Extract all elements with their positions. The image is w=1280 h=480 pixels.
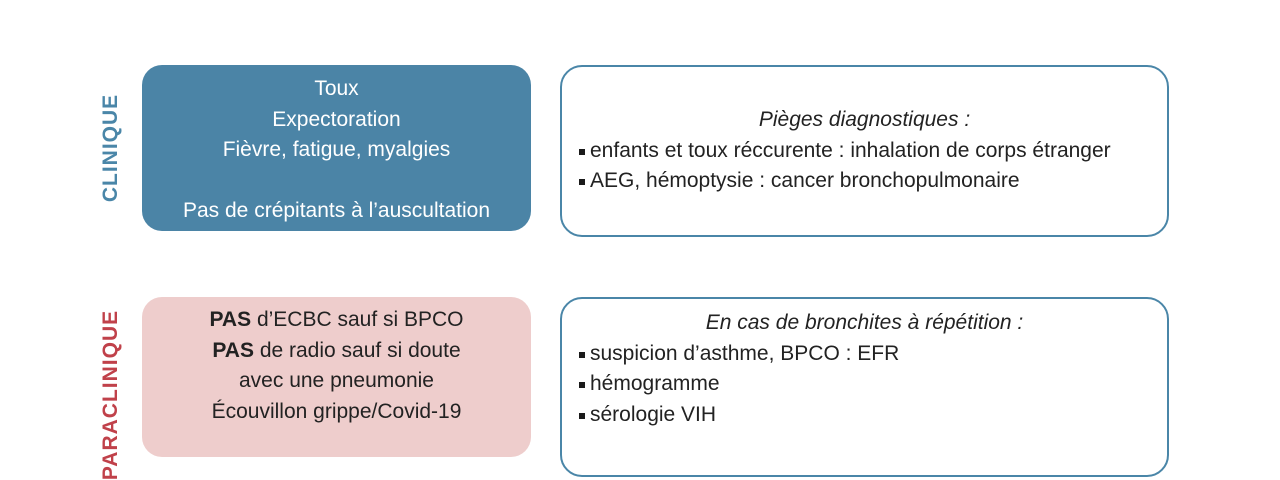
bullet-text: hémogramme — [590, 372, 720, 395]
line-text: d’ECBC sauf si BPCO — [251, 308, 464, 331]
bullet-text: enfants et toux réccurente : inhalation de corps étranger — [590, 138, 1111, 162]
paraclinique-line — [142, 305, 531, 336]
paraclinique-line — [142, 336, 531, 367]
repeated-bronchitis-item — [562, 369, 1167, 400]
paraclinique-summary-box — [142, 297, 531, 457]
diagnostic-pitfall-item — [562, 136, 1167, 167]
section-label-clinique: CLINIQUE — [99, 93, 122, 203]
bullet-text: sérologie VIH — [590, 402, 717, 426]
diagnostic-pitfall-item — [562, 166, 1167, 197]
line-text: de radio sauf si doute — [253, 338, 461, 362]
line-text: avec une pneumonie — [239, 369, 434, 392]
bullet-text: suspicion d’asthme, BPCO : EFR — [590, 341, 900, 365]
section-label-paraclinique: PARACLINIQUE — [99, 309, 122, 480]
emphasis-text: PAS — [209, 308, 252, 331]
clinique-line: Fièvre, fatigue, myalgies — [222, 138, 451, 161]
line-text: Écouvillon grippe/Covid-19 — [211, 399, 462, 423]
repeated-bronchitis-item — [562, 339, 1167, 370]
clinique-line: Expectoration — [272, 107, 401, 131]
diagnostic-pitfalls-title: Pièges diagnostiques : — [758, 108, 971, 131]
repeated-bronchitis-box — [560, 297, 1169, 477]
clinique-line: Pas de crépitants à l’auscultation — [182, 199, 490, 222]
clinique-line: Toux — [314, 77, 359, 100]
paraclinique-line — [142, 397, 531, 428]
repeated-bronchitis-title: En cas de bronchites à répétition : — [705, 311, 1024, 334]
clinique-line-spacer — [142, 166, 531, 197]
diagnostic-pitfalls-box — [560, 65, 1169, 237]
repeated-bronchitis-item — [562, 400, 1167, 431]
clinique-summary-box — [142, 65, 531, 231]
emphasis-text: PAS — [212, 338, 254, 362]
paraclinique-line — [142, 366, 531, 397]
bullet-text: AEG, hémoptysie : cancer bronchopulmonaire — [590, 169, 1020, 192]
